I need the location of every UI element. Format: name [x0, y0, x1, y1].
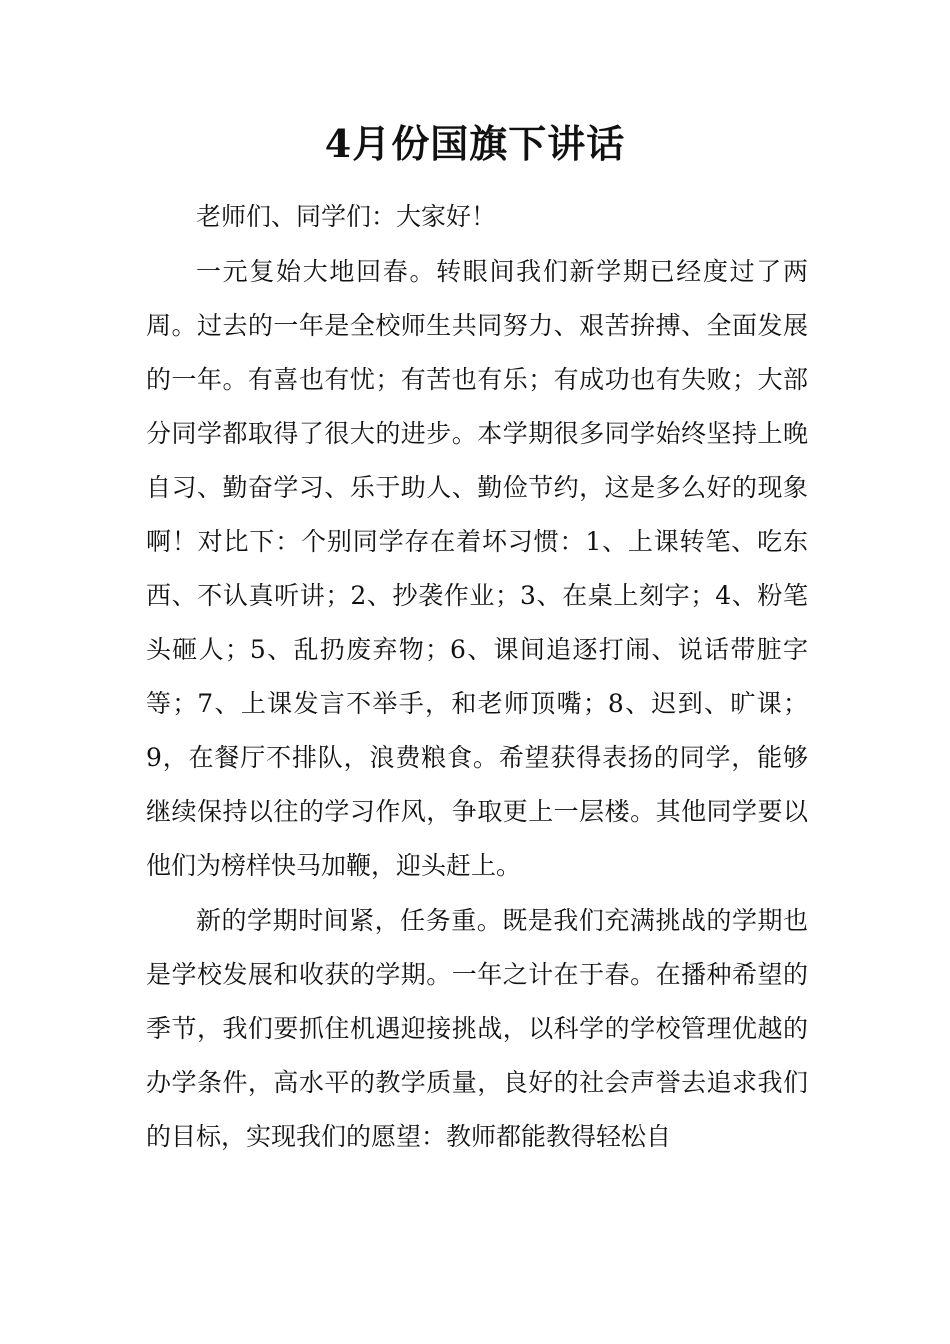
document-title: 4月份国旗下讲话 — [324, 121, 626, 166]
paragraph-review: 一元复始大地回春。转眼间我们新学期已经度过了两周。过去的一年是全校师生共同努力、艰苦拚搏、全面发展的一年。有喜也有忧；有苦也有乐；有成功也有失败；大部分同学都取得了很大的进步。本学期很多同学始终坚持上晚自习、勤奋学习、乐于助人、勤俭节约，这是多么好的现象啊！对比下：个别同学存在着坏习惯：1、上课转笔、吃东西、不认真听讲；2、抄袭作业；3、在桌上刻字；4、粉笔头砸人；5、乱扔废弃物；6、课间追逐打闹、说话带脏字等；7、上课发言不举手，和老师顶嘴；8、迟到、旷课；9，在餐厅不排队，浪费粮食。希望获得表扬的同学，能够继续保持以往的学习作风，争取更上一层楼。其他同学要以他们为榜样快马加鞭，迎头赶上。 — [146, 257, 808, 880]
paragraph-new-semester: 新的学期时间紧，任务重。既是我们充满挑战的学期也是学校发展和收获的学期。一年之计在于春。在播种希望的季节，我们要抓住机遇迎接挑战，以科学的学校管理优越的办学条件，高水平的教学质量，良好的社会声誉去追求我们的目标，实现我们的愿望：教师都能教得轻松自 — [146, 906, 808, 1151]
paragraph-greeting: 老师们、同学们：大家好！ — [196, 202, 497, 231]
document-body — [146, 190, 808, 1165]
